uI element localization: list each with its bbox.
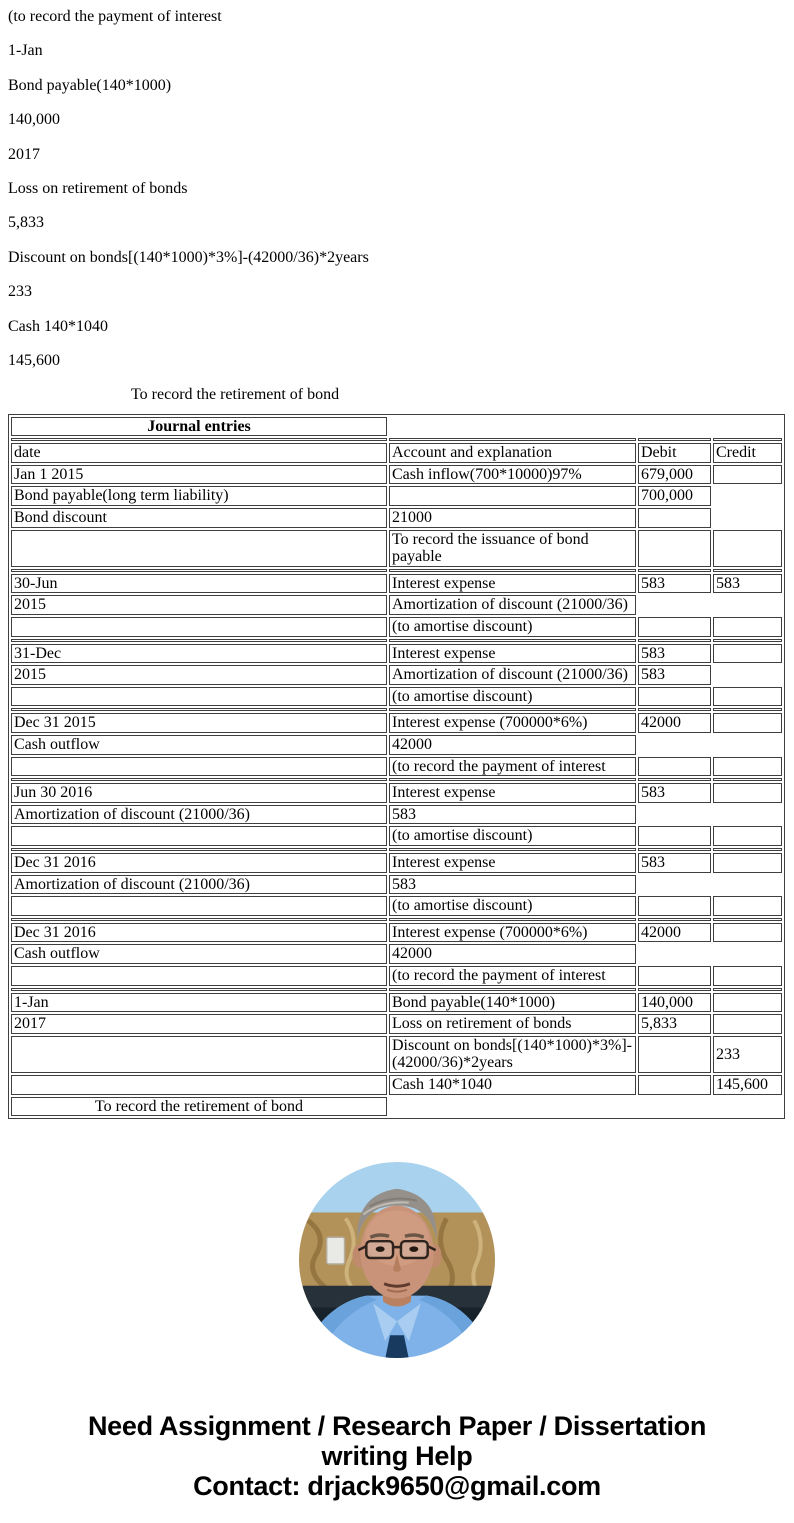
table-cell: 1-Jan <box>11 993 387 1013</box>
table-cell <box>389 988 636 991</box>
table-cell <box>713 966 782 986</box>
separator-row <box>11 708 782 711</box>
table-cell <box>638 896 711 916</box>
table-cell: 2015 <box>11 665 387 685</box>
table-cell: 21000 <box>389 508 636 528</box>
table-cell <box>713 896 782 916</box>
table-cell: date <box>11 443 387 463</box>
footer-heading-line2: writing Help <box>321 1441 473 1472</box>
table-cell <box>11 988 387 991</box>
table-cell: Loss on retirement of bonds <box>389 1014 636 1034</box>
table-cell: To record the retirement of bond <box>11 1097 387 1117</box>
table-cell <box>713 639 782 642</box>
table-row <box>11 595 782 615</box>
table-row <box>11 1075 782 1095</box>
intro-line: 140,000 <box>8 111 60 129</box>
table-row <box>11 923 782 943</box>
table-cell <box>638 639 711 642</box>
separator-row <box>11 639 782 642</box>
intro-line: 2017 <box>8 145 40 163</box>
table-cell <box>11 778 387 781</box>
table-row <box>11 805 782 825</box>
table-cell <box>389 708 636 711</box>
table-row <box>11 574 782 594</box>
separator-row <box>11 988 782 991</box>
table-cell: 583 <box>389 875 636 895</box>
table-cell <box>713 530 782 567</box>
table-cell: 31-Dec <box>11 644 387 664</box>
journal-entries-table-body <box>11 417 782 1116</box>
table-cell <box>11 617 387 637</box>
table-cell <box>713 783 782 803</box>
footer-heading-line1: Need Assignment / Research Paper / Dissertation <box>87 1411 707 1442</box>
table-cell: Cash inflow(700*10000)97% <box>389 465 636 485</box>
table-cell <box>713 993 782 1013</box>
table-cell: Jan 1 2015 <box>11 465 387 485</box>
table-cell: Amortization of discount (21000/36) <box>11 875 387 895</box>
table-row <box>11 687 782 707</box>
table-cell <box>389 918 636 921</box>
footer-text-block <box>8 1411 786 1501</box>
table-row <box>11 826 782 846</box>
table-cell <box>389 639 636 642</box>
table-cell: 2017 <box>11 1014 387 1034</box>
table-cell <box>11 687 387 707</box>
table-cell: 583 <box>638 665 711 685</box>
table-cell: (to amortise discount) <box>389 826 636 846</box>
intro-line: 5,833 <box>8 214 44 232</box>
table-row <box>11 853 782 873</box>
separator-row <box>11 778 782 781</box>
table-cell: 583 <box>638 644 711 664</box>
table-cell: Debit <box>638 443 711 463</box>
intro-line: 1-Jan <box>8 42 43 60</box>
table-cell <box>638 826 711 846</box>
table-cell <box>638 708 711 711</box>
table-cell: 2015 <box>11 595 387 615</box>
table-row <box>11 944 782 964</box>
profile-photo <box>298 1161 496 1359</box>
table-row <box>11 757 782 777</box>
table-cell <box>11 966 387 986</box>
table-cell: 700,000 <box>638 486 711 506</box>
table-cell <box>11 530 387 567</box>
table-cell <box>713 778 782 781</box>
table-cell: 583 <box>638 574 711 594</box>
intro-line: Cash 140*1040 <box>8 317 108 335</box>
table-cell: Interest expense <box>389 644 636 664</box>
table-cell <box>11 1075 387 1095</box>
table-cell <box>638 918 711 921</box>
separator-row <box>11 918 782 921</box>
table-cell: Bond payable(140*1000) <box>389 993 636 1013</box>
table-cell: 140,000 <box>638 993 711 1013</box>
table-cell: Journal entries <box>11 417 387 437</box>
footer-contact: Contact: drjack9650@gmail.com <box>193 1471 601 1502</box>
intro-line: 145,600 <box>8 351 60 369</box>
table-cell <box>11 918 387 921</box>
table-cell <box>638 687 711 707</box>
table-cell: 583 <box>713 574 782 594</box>
table-cell: 583 <box>638 853 711 873</box>
table-cell: 30-Jun <box>11 574 387 594</box>
table-cell <box>713 687 782 707</box>
table-cell <box>638 966 711 986</box>
table-cell <box>389 848 636 851</box>
table-cell <box>638 778 711 781</box>
table-cell: Bond payable(long term liability) <box>11 486 387 506</box>
table-cell <box>638 988 711 991</box>
table-cell <box>713 923 782 943</box>
table-cell: Dec 31 2016 <box>11 923 387 943</box>
table-cell: Dec 31 2015 <box>11 713 387 733</box>
table-cell <box>638 530 711 567</box>
table-cell <box>713 848 782 851</box>
table-cell: (to amortise discount) <box>389 896 636 916</box>
table-cell <box>638 1075 711 1095</box>
table-cell <box>11 438 387 441</box>
table-cell: Cash 140*1040 <box>389 1075 636 1095</box>
table-cell: Dec 31 2016 <box>11 853 387 873</box>
table-row <box>11 896 782 916</box>
table-row <box>11 465 782 485</box>
table-cell <box>713 1014 782 1034</box>
table-cell: Amortization of discount (21000/36) <box>389 665 636 685</box>
table-cell: Bond discount <box>11 508 387 528</box>
table-cell <box>713 708 782 711</box>
table-cell: Jun 30 2016 <box>11 783 387 803</box>
table-row <box>11 1036 782 1073</box>
table-row <box>11 665 782 685</box>
intro-text-block <box>8 8 786 405</box>
table-cell: 42000 <box>638 923 711 943</box>
table-cell <box>713 465 782 485</box>
table-cell: Interest expense <box>389 574 636 594</box>
table-row <box>11 993 782 1013</box>
table-cell: 583 <box>638 783 711 803</box>
person-avatar-image <box>298 1161 496 1359</box>
table-cell <box>389 438 636 441</box>
table-row <box>11 783 782 803</box>
table-cell <box>713 438 782 441</box>
table-cell <box>713 644 782 664</box>
table-cell: 583 <box>389 805 636 825</box>
table-row <box>11 617 782 637</box>
table-cell: Interest expense <box>389 783 636 803</box>
table-cell: 42000 <box>389 944 636 964</box>
table-cell <box>713 853 782 873</box>
intro-line: Loss on retirement of bonds <box>8 179 188 197</box>
table-row <box>11 713 782 733</box>
table-row <box>11 875 782 895</box>
table-cell <box>638 617 711 637</box>
table-cell <box>11 896 387 916</box>
intro-line: (to record the payment of interest <box>8 8 222 25</box>
table-cell <box>713 757 782 777</box>
table-cell <box>11 1036 387 1073</box>
table-cell <box>11 708 387 711</box>
table-cell: Interest expense (700000*6%) <box>389 713 636 733</box>
table-cell: To record the issuance of bond payable <box>389 530 636 567</box>
table-row <box>11 966 782 986</box>
table-cell: 145,600 <box>713 1075 782 1095</box>
table-row <box>11 486 782 506</box>
table-cell: 42000 <box>638 713 711 733</box>
table-cell <box>638 569 711 572</box>
table-cell <box>11 826 387 846</box>
table-cell: (to amortise discount) <box>389 687 636 707</box>
table-cell: Amortization of discount (21000/36) <box>389 595 636 615</box>
table-row <box>11 644 782 664</box>
table-cell: Interest expense (700000*6%) <box>389 923 636 943</box>
table-cell <box>11 848 387 851</box>
table-cell: Account and explanation <box>389 443 636 463</box>
separator-row <box>11 438 782 441</box>
table-cell: (to record the payment of interest <box>389 757 636 777</box>
table-cell <box>713 988 782 991</box>
table-cell: (to amortise discount) <box>389 617 636 637</box>
table-cell: (to record the payment of interest <box>389 966 636 986</box>
table-cell: Credit <box>713 443 782 463</box>
table-cell <box>713 826 782 846</box>
intro-line: Discount on bonds[(140*1000)*3%]-(42000/36)*2years <box>8 248 369 266</box>
table-cell: Interest expense <box>389 853 636 873</box>
table-cell: 5,833 <box>638 1014 711 1034</box>
table-cell: 679,000 <box>638 465 711 485</box>
table-cell: 42000 <box>389 735 636 755</box>
intro-line: Bond payable(140*1000) <box>8 76 172 94</box>
table-cell <box>11 569 387 572</box>
table-cell <box>389 486 636 506</box>
separator-row <box>11 569 782 572</box>
table-row <box>11 530 782 567</box>
table-row <box>11 1097 782 1117</box>
table-cell <box>638 1036 711 1073</box>
table-cell <box>638 438 711 441</box>
table-cell <box>713 918 782 921</box>
table-cell <box>389 569 636 572</box>
table-row <box>11 443 782 463</box>
table-cell: Amortization of discount (21000/36) <box>11 805 387 825</box>
table-row <box>11 1014 782 1034</box>
table-cell <box>713 569 782 572</box>
table-cell <box>11 757 387 777</box>
table-cell <box>713 617 782 637</box>
table-row <box>11 417 782 437</box>
journal-entries-table <box>8 414 785 1119</box>
intro-line: To record the retirement of bond <box>131 386 340 404</box>
table-cell: 233 <box>713 1036 782 1073</box>
table-cell: Cash outflow <box>11 735 387 755</box>
table-row <box>11 508 782 528</box>
table-cell: Cash outflow <box>11 944 387 964</box>
table-cell <box>11 639 387 642</box>
table-cell <box>389 778 636 781</box>
separator-row <box>11 848 782 851</box>
table-row <box>11 735 782 755</box>
table-cell <box>713 713 782 733</box>
table-cell <box>638 508 711 528</box>
table-cell <box>638 848 711 851</box>
table-cell <box>638 757 711 777</box>
table-cell: Discount on bonds[(140*1000)*3%]-(42000/36)*2years <box>389 1036 636 1073</box>
intro-line: 233 <box>8 283 32 301</box>
